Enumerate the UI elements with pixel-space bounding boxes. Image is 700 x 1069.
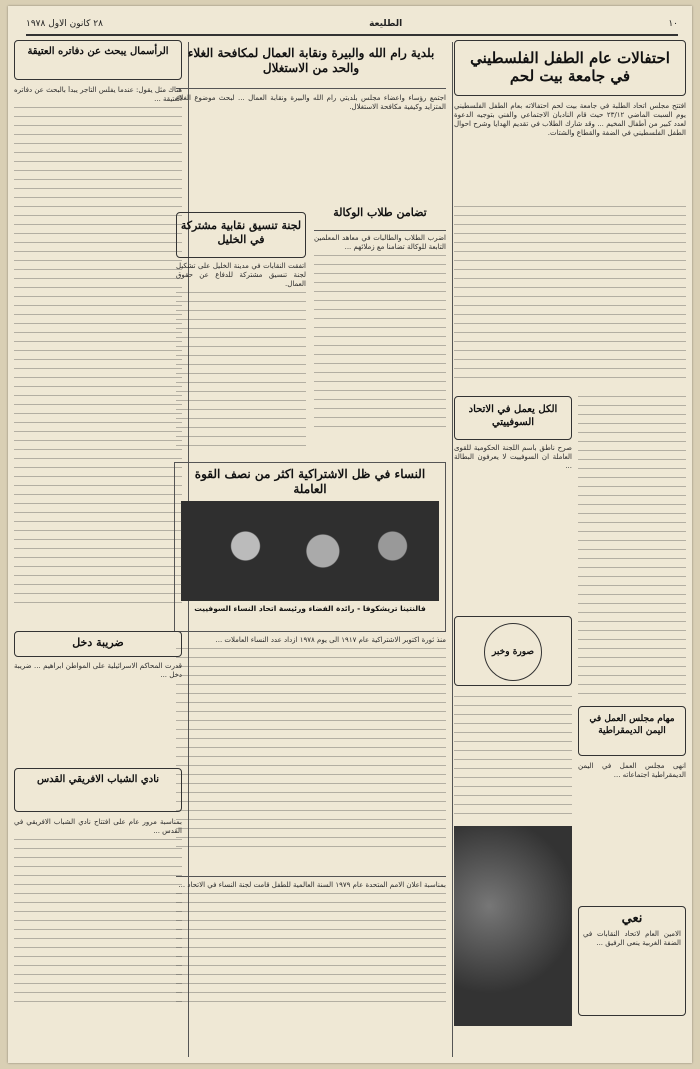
article-students-body: اضرب الطلاب والطالبات في معاهد المعلمين التابعة للوكالة تضامنا مع زملائهم ... — [314, 234, 446, 454]
article-tax — [14, 631, 182, 657]
bottom-note: بمناسبة اعلان الامم المتحدة عام ١٩٧٩ السنة العالمية للطفل قامت لجنة النساء في الاتحاد ... — [176, 876, 446, 1031]
article-women — [174, 462, 446, 632]
headline-yemen: مهام مجلس العمل في اليمن الديمقراطية — [589, 714, 675, 736]
headline-hebron: لجنة تنسيق نقابية مشتركة في الخليل — [180, 219, 302, 246]
women-caption: فالنتينا تريشكوفا - رائدة الفضاء ورئيسة اتحاد النساء السوفييت — [194, 604, 426, 613]
news-circle: صورة وخبر — [484, 623, 542, 681]
article-children — [454, 40, 686, 96]
headline-afro: نادي الشباب الافريقي القدس — [36, 774, 160, 785]
article-mayor-body: اجتمع رؤساء واعضاء مجلس بلديتي رام الله والبيرة ونقابة العمال ... لبحث موضوع الغلاء المتزايد وكيفية مكافحة الاستغلال. — [176, 94, 446, 111]
article-hebron — [176, 212, 306, 258]
article-hebron-body: اتفقت النقابات في مدينة الخليل على تشكيل لجنة تنسيق مشتركة للدفاع عن حقوق العمال. — [176, 262, 306, 452]
headline-students: تضامن طلاب الوكالة — [333, 206, 427, 219]
article-mayor — [176, 42, 446, 89]
headline-soviet: الكل يعمل في الاتحاد السوفييتي — [468, 404, 558, 428]
newspaper-page — [8, 6, 692, 1063]
article-news — [454, 616, 572, 686]
headline-zionist: الرأسمال يبحث عن دفاتره العتيقة — [27, 46, 169, 57]
article-afro-body: بمناسبة مرور عام على افتتاح نادي الشباب الافريقي في القدس ... — [14, 818, 182, 1018]
page-header — [26, 16, 678, 36]
headline-tax: ضريبة دخل — [72, 636, 124, 649]
headline-children: احتفالات عام الطفل الفلسطيني في جامعة بيت لحم — [470, 49, 670, 85]
news-photo — [454, 826, 572, 1026]
article-students — [314, 206, 446, 231]
issue-date: ٢٨ كانون الاول ١٩٧٨ — [26, 19, 103, 29]
page-number: ١٠ — [668, 19, 678, 29]
article-yemen-body: انهى مجلس العمل في اليمن الديمقراطية اجتماعاته ... — [578, 762, 686, 779]
article-soviet — [454, 396, 572, 440]
article-body-lines — [454, 696, 572, 816]
paper-name: الطليعة — [369, 19, 403, 29]
article-zionist-body: هناك مثل يقول: عندما يفلس التاجر يبدأ بالبحث عن دفاتره العتيقة ... — [14, 86, 182, 626]
headline-obituary: نعي — [621, 911, 643, 926]
article-tax-body: قدرت المحاكم الاسرائيلية على المواطن ابراهيم ... ضريبة دخل ... — [14, 662, 182, 679]
article-yemen — [578, 396, 686, 696]
article-body-lines — [454, 206, 686, 386]
article-obituary — [578, 906, 686, 1016]
article-yemen-box — [578, 706, 686, 756]
article-children-body: افتتح مجلس اتحاد الطلبة في جامعة بيت لحم احتفالاته بعام الطفل الفلسطيني يوم السبت الماضي ٢٣/١٢ حيث قام النادبان الاجتماعي والفني بتوجيه الدعوة لعدد كبير من أطفال المخيم ... وقد شارك الطلاب في تقديم الهدايا وشرح احوال الطفل الفلسطيني في الضفة والقطاع والشتات. — [454, 102, 686, 137]
headline-mayor: بلدية رام الله والبيرة ونقابة العمال لمكافحة الغلاء والحد من الاستغلال — [187, 46, 435, 75]
headline-women: النساء في ظل الاشتراكية اكثر من نصف القوة العاملة — [194, 467, 426, 496]
article-women-body: منذ ثورة اكتوبر الاشتراكية عام ١٩١٧ الى يوم ١٩٧٨ ازداد عدد النساء العاملات ... — [176, 636, 446, 866]
obituary-body: الامين العام لاتحاد النقابات في الضفة الغربية ينعى الرفيق ... — [583, 930, 681, 947]
article-zionist — [14, 40, 182, 80]
article-soviet-body: صرح ناطق باسم اللجنة الحكومية للقوى العاملة ان السوفييت لا يعرفون البطالة ... — [454, 444, 572, 470]
women-photo — [181, 501, 439, 601]
article-afro — [14, 768, 182, 812]
